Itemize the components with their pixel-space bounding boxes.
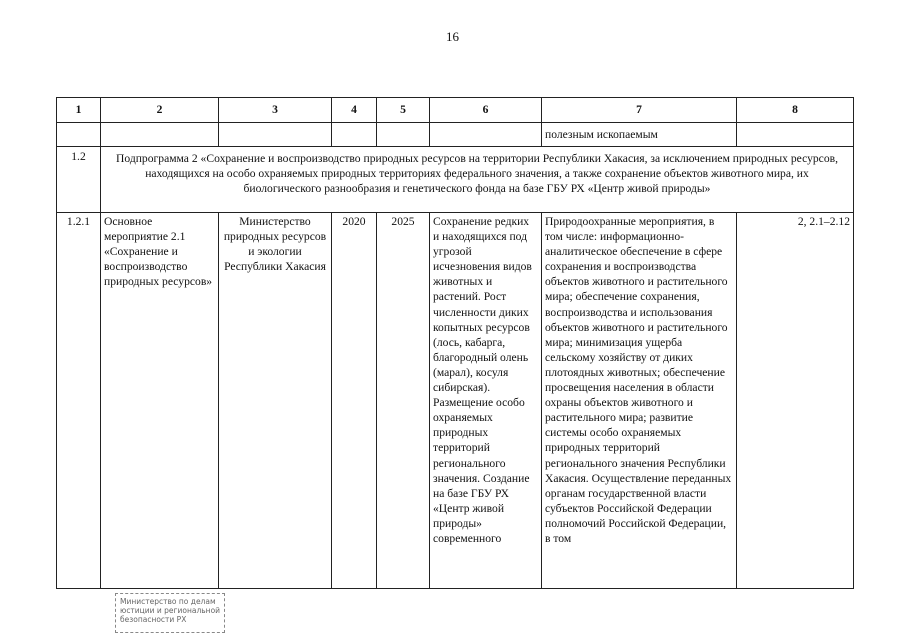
header-cell: 5 bbox=[377, 98, 430, 123]
page-number: 16 bbox=[446, 29, 459, 44]
indicators: 2, 2.1–2.12 bbox=[737, 213, 854, 589]
continuation-text: полезным ископаемым bbox=[542, 123, 737, 147]
header-cell: 3 bbox=[219, 98, 332, 123]
table-header-row bbox=[57, 98, 854, 123]
start-year: 2020 bbox=[332, 213, 377, 589]
header-cell: 1 bbox=[57, 98, 101, 123]
header-cell: 2 bbox=[101, 98, 219, 123]
header-cell: 4 bbox=[332, 98, 377, 123]
stamp-line: юстиции и региональной bbox=[120, 606, 221, 615]
row-number: 1.2.1 bbox=[57, 213, 101, 589]
program-table bbox=[56, 97, 854, 589]
expected-result: Сохранение редких и находящихся под угрозой исчезновения видов животных и растений. Рост численности диких копытных ресурсов (лось, кабарга, благородный олень (марал), косуля сибирская). Размещение особо охраняемых природных территорий регионального значения. Создание на базе ГБУ РХ «Центр живой природы» современного bbox=[430, 213, 542, 589]
stamp-line: Министерство по делам bbox=[120, 597, 216, 606]
header-cell: 8 bbox=[737, 98, 854, 123]
registration-stamp bbox=[115, 593, 225, 633]
event-name: Основное мероприятие 2.1 «Сохранение и воспроизводство природных ресурсов» bbox=[101, 213, 219, 589]
header-cell: 6 bbox=[430, 98, 542, 123]
executor: Министерство природных ресурсов и экологии Республики Хакасия bbox=[219, 213, 332, 589]
header-cell: 7 bbox=[542, 98, 737, 123]
subprogram-title: Подпрограмма 2 «Сохранение и воспроизводство природных ресурсов на территории Республики Хакасия, за исключением природных ресурсов, находящихся на особо охраняемых природных территориях федерального значения, а также сохранение объектов животного мира, их биологического разнообразия и генетического фонда на базе ГБУ РХ «Центр живой природы» bbox=[101, 147, 854, 213]
subprogram-number: 1.2 bbox=[57, 147, 101, 213]
event-description: Природоохранные мероприятия, в том числе: информационно-аналитическое обеспечение в сфере сохранения и воспроизводства объектов животного и растительного мира; обеспечение сохранения, воспроизводства и использования объектов животного и растительного мира; минимизация ущерба сельскому хозяйству от диких плотоядных животных; обеспечение просвещения населения в области охраны объектов животного и растительного мира; развитие системы особо охраняемых природных территорий регионального значения Республики Хакасия. Осуществление переданных органам государственной власти субъектов Российской Федерации полномочий Российской Федерации, в том bbox=[542, 213, 737, 589]
table-row bbox=[57, 213, 854, 589]
subprogram-row bbox=[57, 147, 854, 213]
end-year: 2025 bbox=[377, 213, 430, 589]
continuation-row bbox=[57, 123, 854, 147]
stamp-line: безопасности РХ bbox=[120, 615, 187, 624]
